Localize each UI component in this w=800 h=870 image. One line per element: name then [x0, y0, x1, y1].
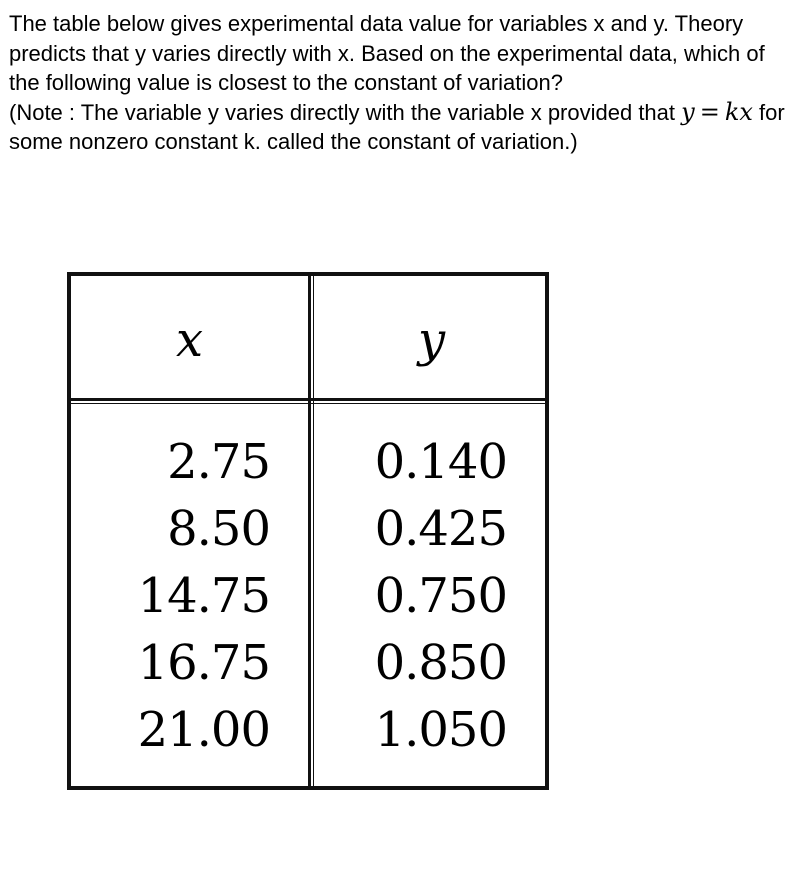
x-value: 21.00 — [137, 702, 270, 758]
equation — [681, 98, 753, 126]
note-suffix: for some nonzero constant k. called the constant of variation.) — [9, 99, 785, 154]
note-prefix: (Note : The variable y varies directly with the variable x provided that — [9, 99, 676, 125]
y-value: 0.140 — [374, 434, 507, 490]
question-paragraph: The table below gives experimental data value for variables x and y. Theory predicts that y varies directly with x. Based on the experimental data, which of the following value is closest to the constant of variation? — [9, 11, 765, 95]
header-divider — [71, 398, 545, 404]
table-header-x: x — [175, 312, 204, 368]
table-header-y: y — [417, 312, 446, 368]
question-text — [9, 9, 794, 157]
y-value: 0.425 — [374, 501, 507, 557]
y-value: 1.050 — [374, 702, 507, 758]
y-value: 0.750 — [374, 568, 507, 624]
equation-lhs: y — [681, 97, 695, 126]
x-column — [71, 429, 270, 764]
note-paragraph — [9, 98, 794, 157]
data-table — [67, 272, 549, 790]
x-value: 8.50 — [167, 501, 270, 557]
x-value: 2.75 — [167, 434, 270, 490]
y-value: 0.850 — [374, 635, 507, 691]
equation-rhs: kx — [724, 97, 753, 126]
y-column — [314, 429, 507, 764]
equation-operator: = — [699, 97, 720, 126]
x-value: 16.75 — [137, 635, 270, 691]
x-value: 14.75 — [137, 568, 270, 624]
